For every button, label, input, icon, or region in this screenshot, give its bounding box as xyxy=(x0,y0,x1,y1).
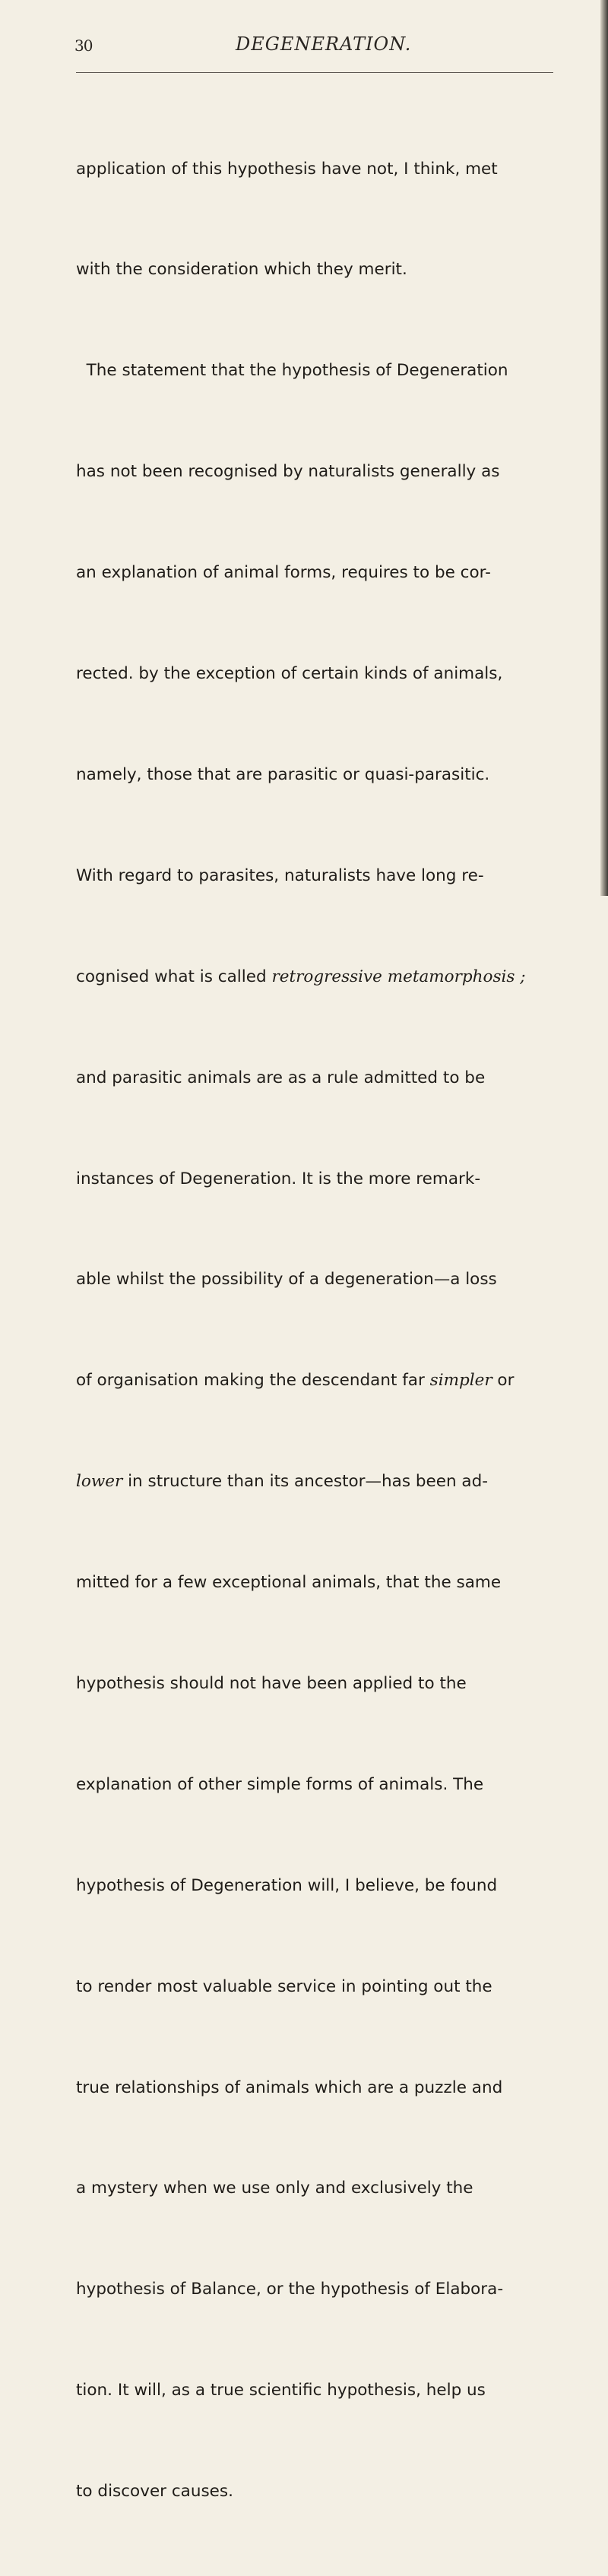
body-text xyxy=(76,85,562,2576)
text-span: a mystery when we use only and exclusively the xyxy=(76,2179,473,2198)
text-span: namely, those that are parasitic or quasi-parasitic. xyxy=(76,764,490,784)
text-line xyxy=(76,1163,562,1196)
text-line xyxy=(76,1869,562,1903)
text-line xyxy=(76,253,562,286)
text-line xyxy=(76,1667,562,1701)
emphasis-simpler: simpler xyxy=(429,1371,492,1391)
text-line xyxy=(76,2071,562,2105)
text-span: rected. by the exception of certain kinds of animals, xyxy=(76,664,503,684)
page-number: 30 xyxy=(74,36,93,55)
text-line xyxy=(76,2172,562,2205)
page-header xyxy=(76,33,553,64)
text-line xyxy=(76,2273,562,2306)
text-span: has not been recognised by naturalists generally as xyxy=(76,462,500,482)
text-span: to discover causes. xyxy=(76,2482,233,2502)
text-line xyxy=(76,2374,562,2407)
text-span: in structure than its ancestor—has been ad- xyxy=(128,1472,489,1492)
text-line xyxy=(76,1566,562,1600)
text-line xyxy=(76,859,562,893)
text-line xyxy=(76,556,562,590)
running-head: DEGENERATION. xyxy=(236,33,412,55)
text-line xyxy=(76,153,562,186)
text-line xyxy=(76,1263,562,1296)
emphasis-retrogressive-metamorphosis: retrogressive metamorphosis ; xyxy=(271,967,526,986)
text-span: or xyxy=(492,1371,515,1391)
page-edge-shadow xyxy=(600,0,608,896)
text-span: application of this hypothesis have not, I think, met xyxy=(76,159,498,179)
text-line xyxy=(76,960,562,994)
text-span: with the consideration which they merit. xyxy=(76,260,407,280)
text-line xyxy=(76,354,562,388)
text-line xyxy=(76,1768,562,1802)
text-span: explanation of other simple forms of animals. The xyxy=(76,1774,484,1794)
text-span: mitted for a few exceptional animals, that the same xyxy=(76,1573,502,1593)
text-span: hypothesis of Balance, or the hypothesis of Elabora- xyxy=(76,2280,504,2299)
text-span: With regard to parasites, naturalists have long re- xyxy=(76,866,484,885)
text-line xyxy=(76,1062,562,1095)
text-span: able whilst the possibility of a degeneration—a loss xyxy=(76,1270,497,1290)
text-span: true relationships of animals which are a puzzle and xyxy=(76,2078,503,2097)
text-line xyxy=(76,455,562,489)
text-line xyxy=(76,2475,562,2508)
text-line xyxy=(76,1970,562,2004)
emphasis-lower: lower xyxy=(76,1472,123,1492)
text-span: tion. It will, as a true scientific hypothesis, help us xyxy=(76,2381,486,2400)
text-span: hypothesis of Degeneration will, I believe, be found xyxy=(76,1875,498,1895)
text-span: to render most valuable service in pointing out the xyxy=(76,1976,492,1996)
header-rule xyxy=(76,72,553,73)
text-line xyxy=(76,1465,562,1498)
text-span: instances of Degeneration. It is the more remark- xyxy=(76,1169,481,1188)
text-line xyxy=(76,1364,562,1397)
text-span: hypothesis should not have been applied to the xyxy=(76,1673,467,1693)
text-span: The statement that the hypothesis of Degeneration xyxy=(86,361,508,381)
text-line xyxy=(76,657,562,691)
text-line xyxy=(76,758,562,792)
text-span: cognised what is called xyxy=(76,967,272,986)
text-span: of organisation making the descendant far xyxy=(76,1371,430,1391)
text-span: and parasitic animals are as a rule admitted to be xyxy=(76,1068,486,1087)
text-span: an explanation of animal forms, requires to be cor- xyxy=(76,563,491,583)
